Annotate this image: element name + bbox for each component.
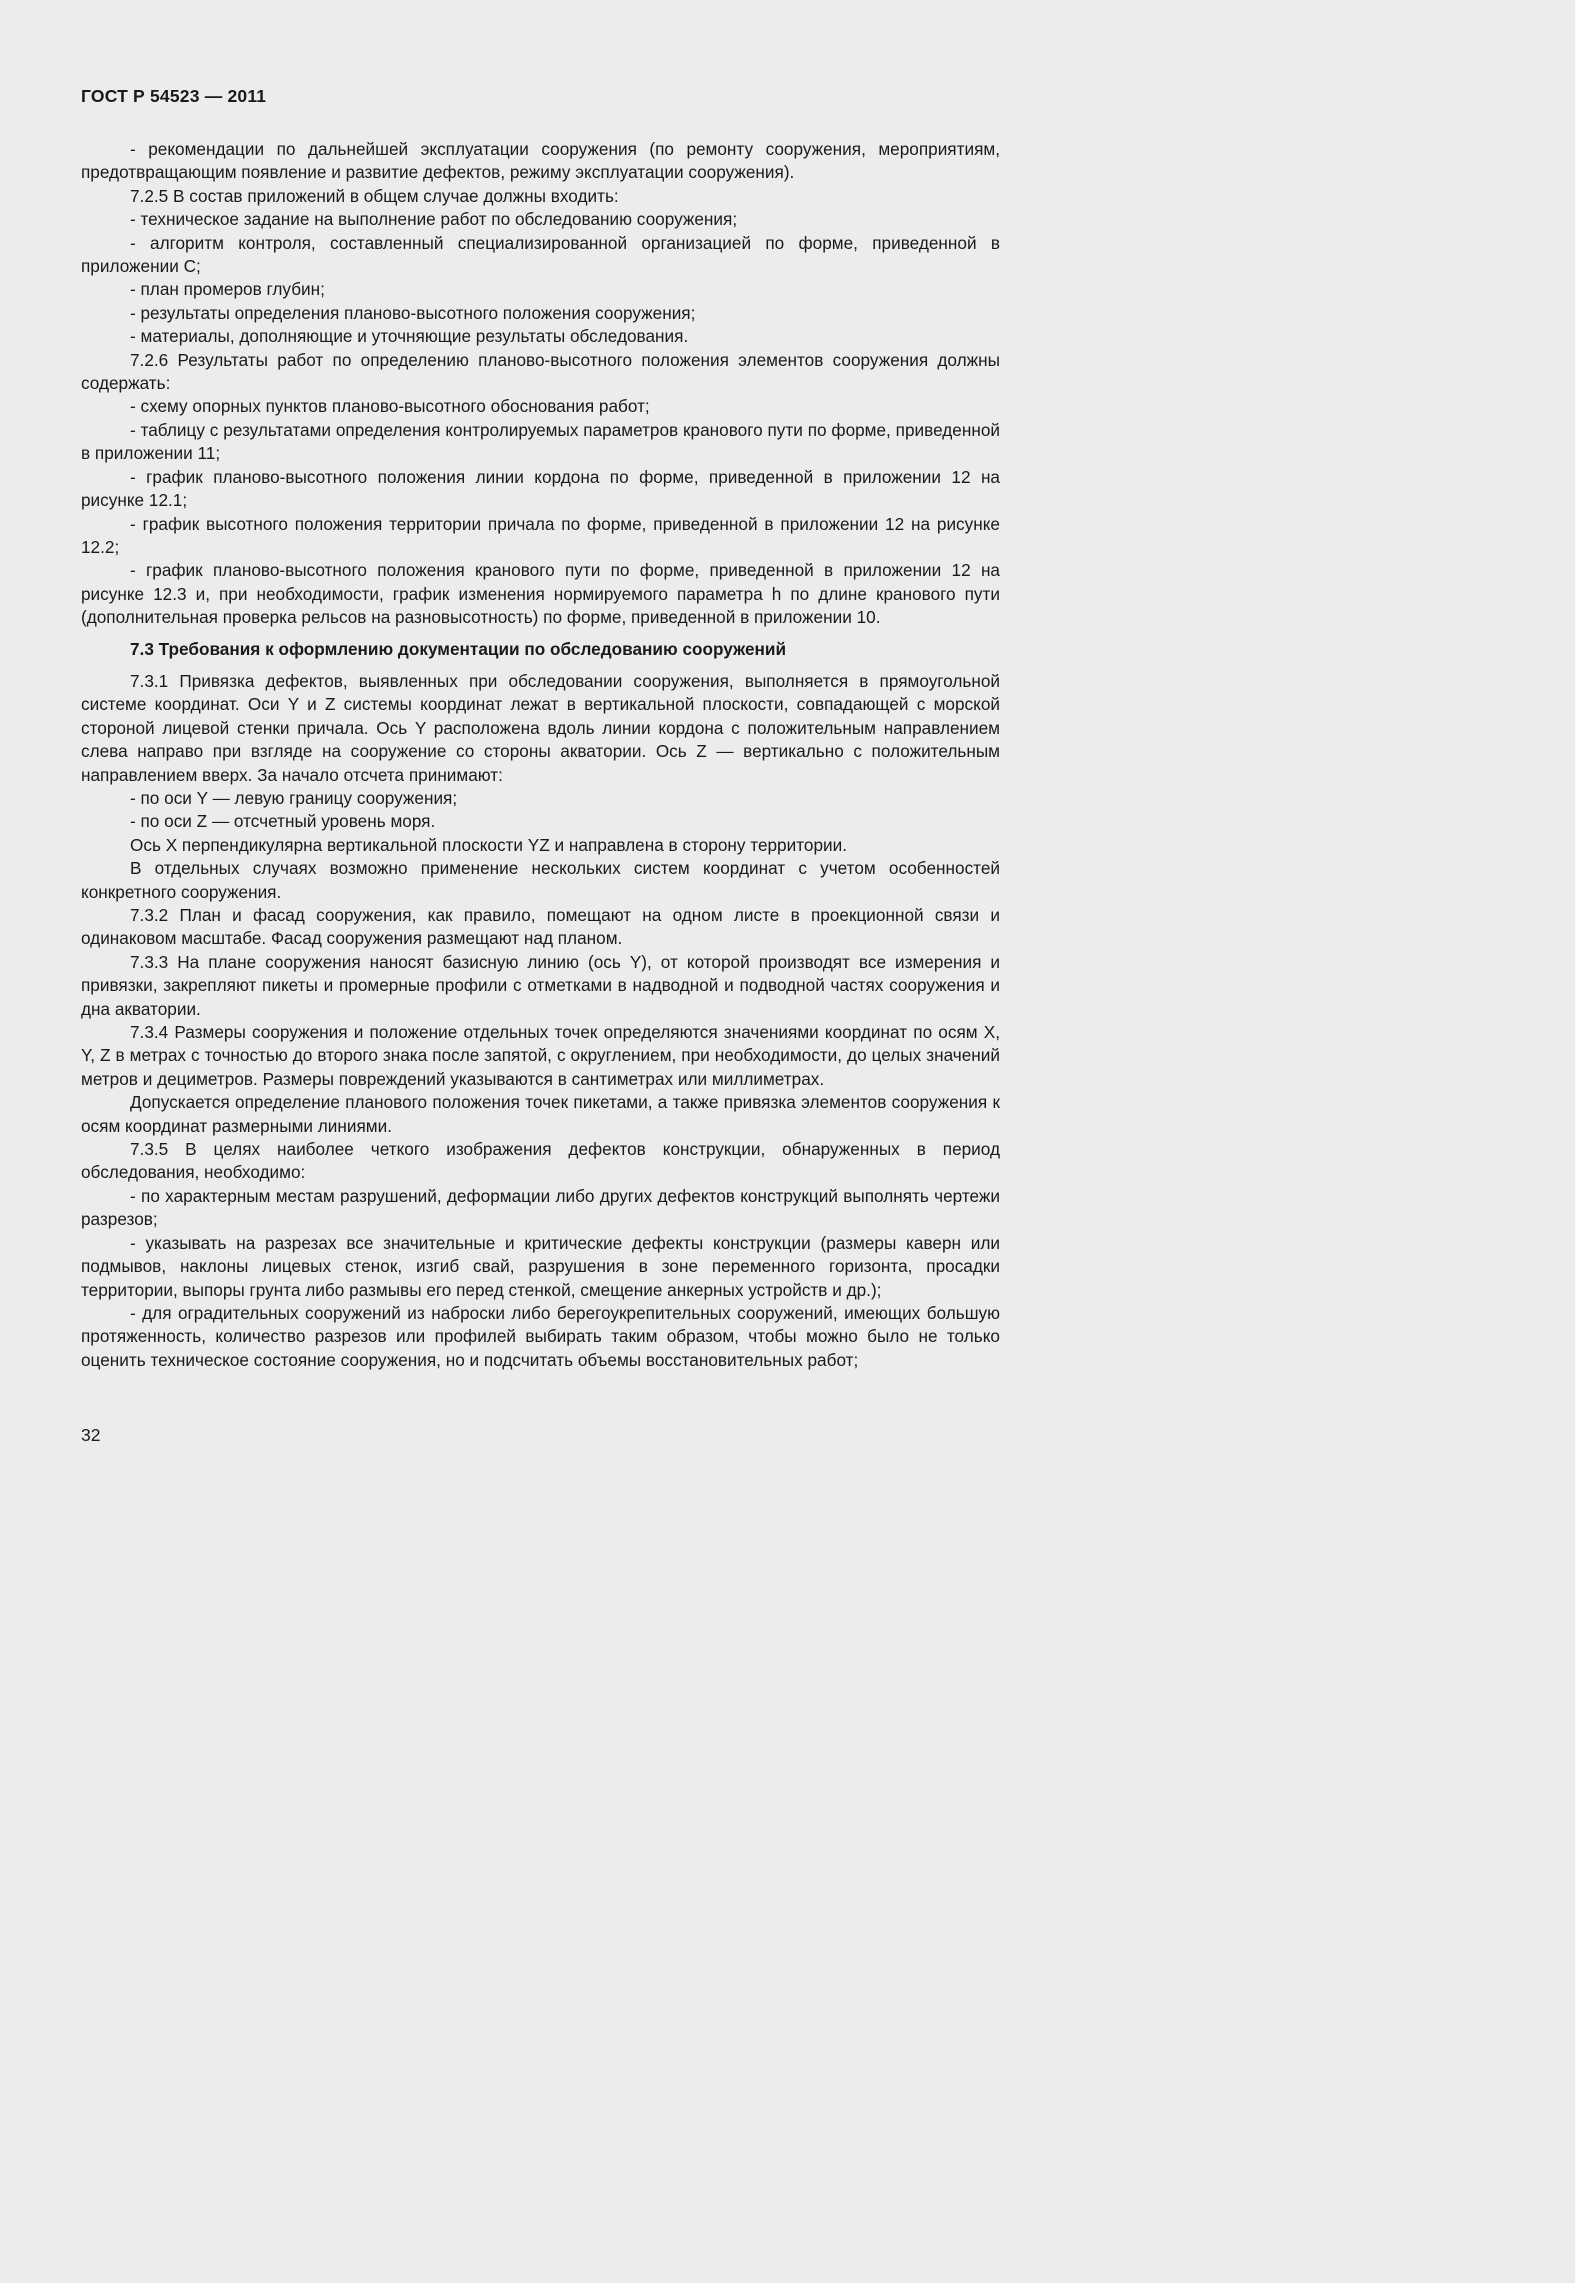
paragraph: - по оси Y — левую границу сооружения; [130, 787, 458, 808]
document-body [81, 138, 1000, 1372]
paragraph: - техническое задание на выполнение работ по обследованию сооружения; [130, 209, 738, 230]
paragraph: 7.2.5 В состав приложений в общем случае должны входить: [130, 185, 619, 206]
document-page [0, 0, 1082, 1568]
paragraph: - алгоритм контроля, составленный специализированной организацией по форме, приведенной в приложении С; [81, 232, 1000, 277]
paragraph: 7.3.2 План и фасад сооружения, как правило, помещают на одном листе в проекционной связи и одинаковом масштабе. Фасад сооружения размещают над планом. [81, 905, 1000, 949]
paragraph: - график высотного положения территории причала по форме, приведенной в приложении 12 на рисунке 12.2; [81, 513, 1000, 557]
paragraph: - указывать на разрезах все значительные и критические дефекты конструкции (размеры каверн или подмывов, наклоны лицевых стенок, изгиб свай, разрушения в зоне переменного горизонта, просадки территории, выпоры грунта либо размывы его перед стенкой, смещение анкерных устройств и др.); [81, 1232, 1000, 1300]
paragraph: - рекомендации по дальнейшей эксплуатации сооружения (по ремонту сооружения, мероприятиям, предотвращающим появление и развитие дефектов, режиму эксплуатации сооружения). [81, 139, 1000, 183]
paragraph: 7.3.5 В целях наиболее четкого изображения дефектов конструкции, обнаруженных в период обследования, необходимо: [81, 1139, 1000, 1183]
paragraph: - для оградительных сооружений из наброски либо берегоукрепительных сооружений, имеющих большую протяженность, количество разрезов или профилей выбирать таким образом, чтобы можно было не только оценить техническое состояние сооружения, но и подсчитать объемы восстановительных работ; [81, 1302, 1000, 1370]
section-heading: 7.3 Требования к оформлению документации по обследованию сооружений [130, 638, 787, 659]
paragraph: Допускается определение планового положения точек пикетами, а также привязка элементов сооружения к осям координат размерными линиями. [81, 1092, 1000, 1136]
paragraph: 7.3.3 На плане сооружения наносят базисную линию (ось Y), от которой производят все измерения и привязки, закрепляют пикеты и промерные профили с отметками в надводной и подводной частях сооружения и дна акватории. [81, 951, 1000, 1019]
paragraph: - схему опорных пунктов планово-высотного обоснования работ; [130, 396, 650, 417]
paragraph: - по характерным местам разрушений, деформации либо других дефектов конструкций выполнять чертежи разрезов; [81, 1185, 1000, 1230]
paragraph: - результаты определения планово-высотного положения сооружения; [130, 302, 696, 323]
paragraph: Ось X перпендикулярна вертикальной плоскости YZ и направлена в сторону территории. [130, 834, 847, 855]
paragraph: - график планово-высотного положения линии кордона по форме, приведенной в приложении 12 на рисунке 12.1; [81, 466, 1000, 511]
paragraph: - график планово-высотного положения кранового пути по форме, приведенной в приложении 12 на рисунке 12.3 и, при необходимости, график изменения нормируемого параметра h по длине кранового пути (дополнительная проверка рельсов на разновысотность) по форме, приведенной в приложении 10. [81, 560, 1000, 628]
standard-header: ГОСТ Р 54523 — 2011 [81, 86, 267, 106]
paragraph: В отдельных случаях возможно применение нескольких систем координат с учетом особенностей конкретного сооружения. [81, 858, 1000, 902]
paragraph: - материалы, дополняющие и уточняющие результаты обследования. [130, 326, 689, 347]
paragraph: - план промеров глубин; [130, 279, 325, 300]
paragraph: 7.3.4 Размеры сооружения и положение отдельных точек определяются значениями координат по осям X, Y, Z в метрах с точностью до второго знака после запятой, с округлением, при необходимости, до целых значений метров и дециметров. Размеры повреждений указываются в сантиметрах или миллиметрах. [81, 1022, 1000, 1089]
page-number: 32 [81, 1425, 101, 1445]
paragraph: - по оси Z — отсчетный уровень моря. [130, 811, 436, 832]
paragraph: 7.2.6 Результаты работ по определению планово-высотного положения элементов сооружения должны содержать: [81, 349, 1000, 394]
paragraph: - таблицу с результатами определения контролируемых параметров кранового пути по форме, приведенной в приложении 11; [81, 419, 1000, 464]
paragraph: 7.3.1 Привязка дефектов, выявленных при обследовании сооружения, выполняется в прямоугольной системе координат. Оси Y и Z системы координат лежат в вертикальной плоскости, совпадающей с морской стороной лицевой стенки причала. Ось Y расположена вдоль линии кордона с положительным направлением слева направо при взгляде на сооружение со стороны акватории. Ось Z — вертикально с положительным направлением вверх. За начало отсчета принимают: [81, 670, 1000, 785]
